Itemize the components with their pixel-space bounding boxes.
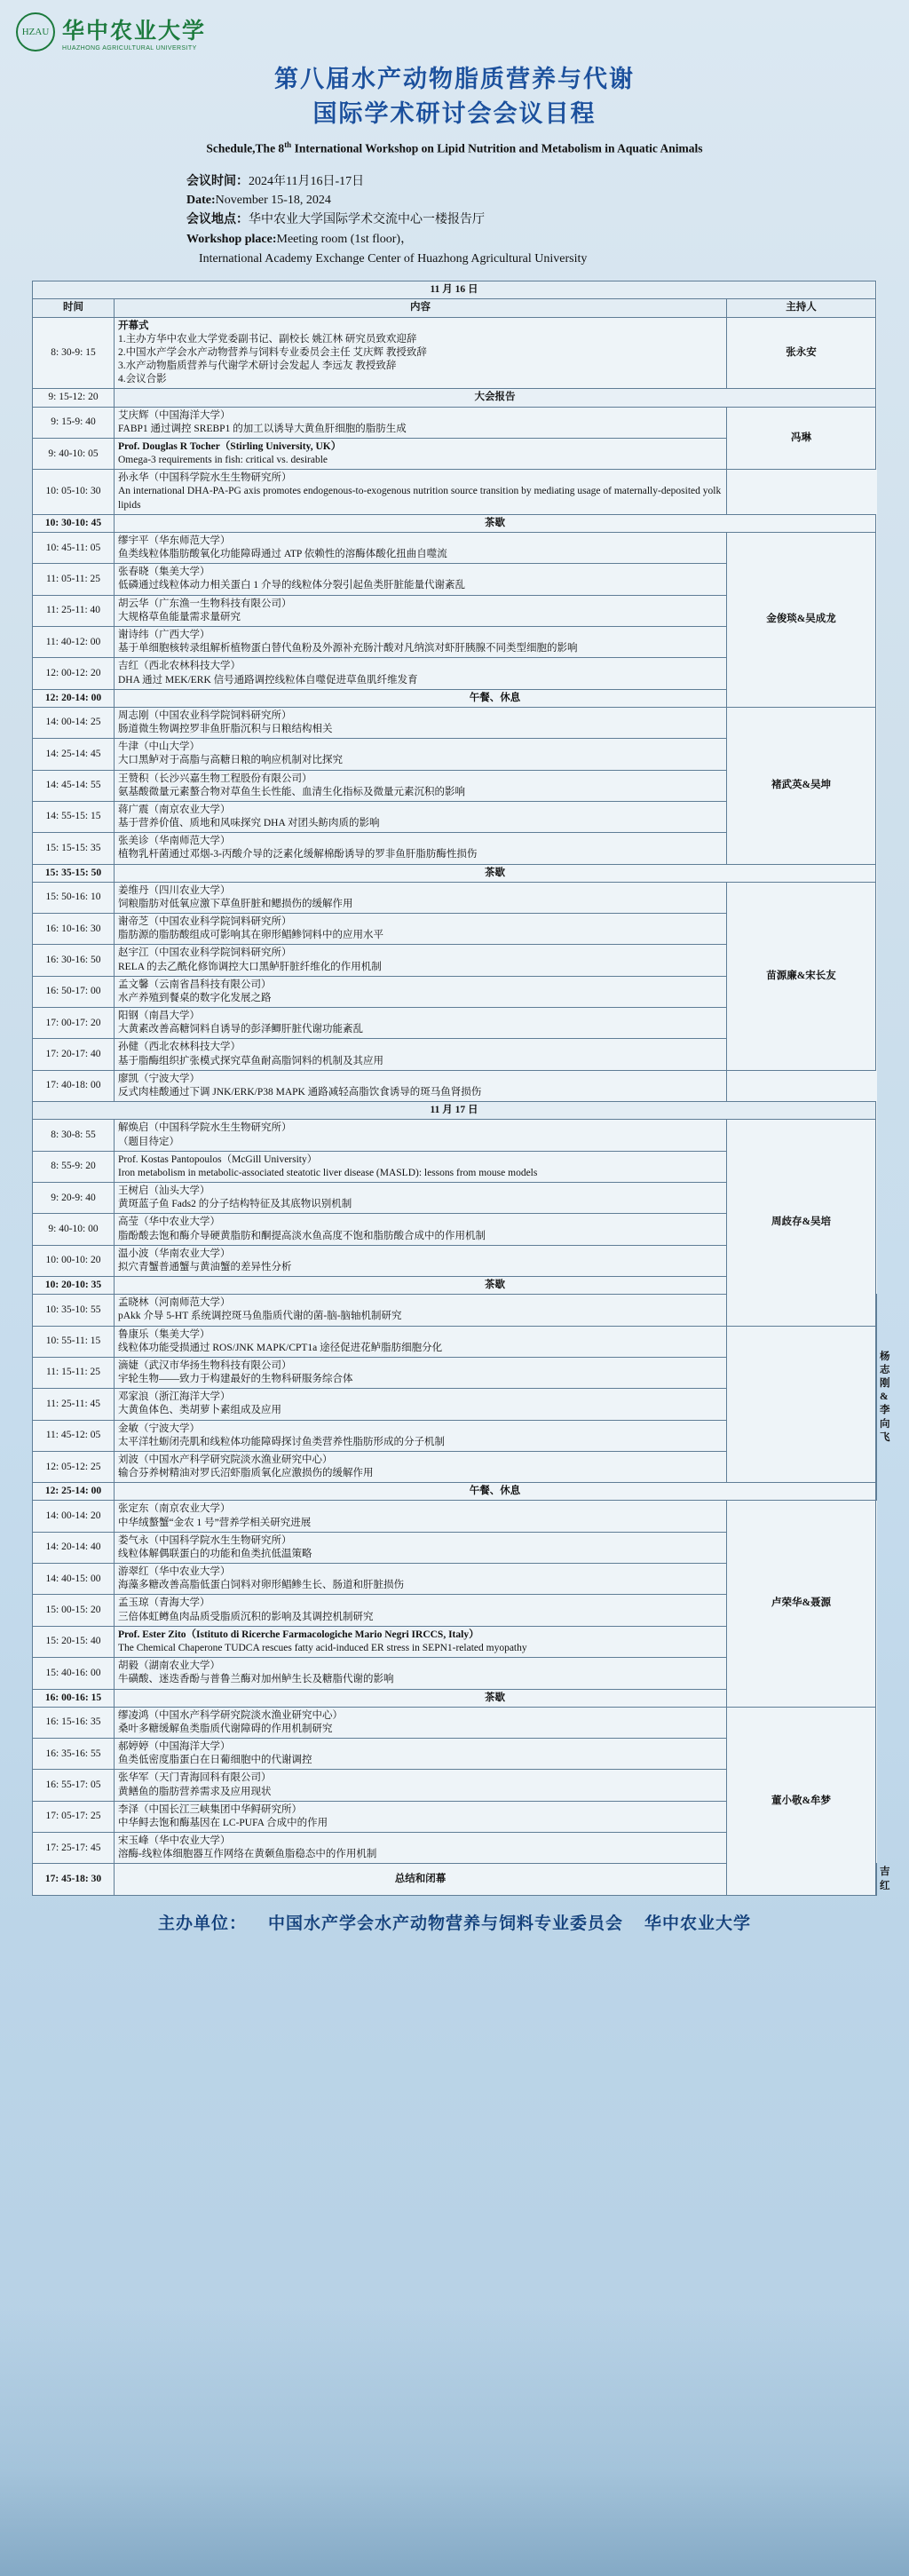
meta-value: International Academy Exchange Center of Huazhong Agricultural University	[199, 251, 588, 266]
poster-title-block	[0, 62, 909, 156]
talk-content	[115, 1707, 727, 1738]
talk-title: 肠道微生物调控罗非鱼肝脂沉积与日粮结构相关	[118, 724, 333, 735]
talk-speaker: 孟晓林（河南师范大学）	[118, 1297, 231, 1309]
talk-speaker: Prof. Kostas Pantopoulos（McGill University）	[118, 1153, 318, 1165]
talk-speaker: 蒋广震（南京农业大学）	[118, 804, 231, 815]
talk-time: 8: 30-8: 55	[33, 1120, 115, 1151]
talk-content	[115, 1833, 727, 1864]
talk-row	[33, 532, 877, 563]
break-label: 茶歇	[115, 864, 876, 882]
footer-organizers	[0, 1910, 909, 1957]
talk-content	[115, 1245, 727, 1276]
talk-time: 9: 40-10: 05	[33, 438, 115, 469]
talk-time: 10: 55-11: 15	[33, 1326, 115, 1357]
talk-speaker: 张春晓（集美大学）	[118, 567, 210, 578]
talk-row	[33, 407, 877, 438]
talk-content	[115, 1070, 727, 1101]
talk-title: 溶酶-线粒体细胞器互作网络在黄颡鱼脂稳态中的作用机制	[118, 1849, 377, 1860]
footer-org-2: 华中农业大学	[644, 1914, 752, 1933]
talk-title: DHA 通过 MEK/ERK 信号通路调控线粒体自噬促进草鱼肌纤维发育	[118, 674, 418, 686]
talk-title: 线粒体解偶联蛋白的功能和鱼类抗低温策略	[118, 1548, 312, 1559]
talk-title: 饲粮脂肪对低氧应激下草鱼肝脏和鳃损伤的缓解作用	[118, 898, 353, 909]
talk-content	[115, 658, 727, 689]
talk-speaker: 张美诊（华南师范大学）	[118, 836, 231, 847]
talk-time: 12: 00-12: 20	[33, 658, 115, 689]
talk-speaker: 滴婕（武汉市华扬生物科技有限公司）	[118, 1359, 292, 1371]
university-seal-icon: HZAU	[16, 12, 55, 52]
logo-chinese-name: 华中农业大学	[62, 19, 207, 44]
talk-row	[33, 1451, 877, 1482]
talk-title: pAkk 介导 5-HT 系统调控斑马鱼脂质代谢的菌-脑-脑轴机制研究	[118, 1311, 402, 1322]
title-english	[0, 140, 909, 156]
ceremony-title: 开幕式	[118, 320, 149, 331]
talk-time: 11: 40-12: 00	[33, 627, 115, 658]
talk-speaker: 缪宇平（华东师范大学）	[118, 535, 231, 546]
meta-label: Date:	[186, 194, 216, 208]
meta-value: Meeting room (1st floor)，	[276, 232, 414, 246]
talk-speaker: 谢诗纬（广西大学）	[118, 630, 210, 640]
break-label: 午餐、休息	[115, 689, 876, 707]
talk-time: 16: 15-16: 35	[33, 1707, 115, 1738]
talk-speaker: 孙永华（中国科学院水生生物研究所）	[118, 472, 292, 484]
talk-title: 黄斑蓝子鱼 Fads2 的分子结构特征及其底物识别机制	[118, 1199, 352, 1210]
talk-speaker: 孙健（西北农林科技大学）	[118, 1042, 241, 1053]
title-english-pre: Schedule,The 8	[206, 141, 285, 155]
talk-time: 14: 00-14: 20	[33, 1501, 115, 1532]
talk-speaker: 张定东（南京农业大学）	[118, 1503, 231, 1515]
talk-time: 17: 00-17: 20	[33, 1008, 115, 1039]
talk-time: 11: 45-12: 05	[33, 1420, 115, 1451]
talk-content	[115, 564, 727, 595]
talk-time: 17: 20-17: 40	[33, 1039, 115, 1070]
talk-speaker: 刘波（中国水产科学研究院淡水渔业研究中心）	[118, 1454, 333, 1465]
talk-title: 中华绒螯蟹“金农 1 号”营养学相关研究进展	[118, 1517, 312, 1528]
meta-block	[186, 172, 909, 268]
break-row	[33, 514, 877, 532]
talk-title: 桑叶多糖缓解鱼类脂质代谢障碍的作用机制研究	[118, 1723, 333, 1734]
talk-content	[115, 1326, 727, 1357]
talk-content	[115, 1770, 727, 1801]
background-gradient	[0, 2310, 909, 2576]
talk-title: 脂肪源的脂肪酸组成可影响其在卵形鲳鲹饲料中的应用水平	[118, 930, 383, 941]
talk-speaker: 赵宇江（中国农业科学院饲料研究所）	[118, 947, 292, 959]
ceremony-content	[115, 317, 727, 389]
talk-speaker: 游翠红（华中农业大学）	[118, 1566, 231, 1578]
talk-time: 11: 25-11: 40	[33, 595, 115, 626]
break-time: 12: 20-14: 00	[33, 689, 115, 707]
talk-speaker: Prof. Ester Zito（Istituto di Ricerche Farmacologiche Mario Negri IRCCS, Italy）	[118, 1629, 479, 1640]
day-header-row	[33, 281, 877, 299]
talk-content	[115, 1151, 727, 1182]
talk-row	[33, 1420, 877, 1451]
talk-content	[115, 770, 727, 801]
talk-row	[33, 1357, 877, 1388]
talk-content	[115, 1658, 727, 1689]
talk-title: 鱼类线粒体脂肪酸氧化功能障碍通过 ATP 依赖性的溶酶体酸化扭曲自噬流	[118, 549, 447, 560]
talk-content	[115, 1564, 727, 1595]
ceremony-line: 2.中国水产学会水产动物营养与饲料专业委员会主任 艾庆辉 教授致辞	[118, 346, 427, 358]
talk-content	[115, 1008, 727, 1039]
session-chair: 卢荣华&聂源	[727, 1501, 876, 1707]
talk-time: 15: 15-15: 35	[33, 833, 115, 864]
talk-speaker: 王树启（汕头大学）	[118, 1185, 210, 1197]
column-header-host: 主持人	[727, 299, 876, 317]
session-header-row	[33, 389, 877, 407]
talk-content	[115, 833, 727, 864]
talk-title: 大黄鱼体色、类胡萝卜素组成及应用	[118, 1405, 281, 1416]
meta-label: 会议时间：	[186, 174, 249, 188]
talk-speaker: 胡云华（广东渔一生物科技有限公司）	[118, 598, 292, 609]
talk-row	[33, 707, 877, 738]
talk-speaker: 廖凯（宁波大学）	[118, 1073, 200, 1084]
talk-time: 17: 40-18: 00	[33, 1070, 115, 1101]
talk-title: 大黄素改善高糖饲料自诱导的彭泽鲫肝脏代谢功能紊乱	[118, 1024, 363, 1035]
closing-label: 总结和闭幕	[115, 1864, 727, 1895]
day-label: 11 月 16 日	[33, 281, 876, 299]
logo-english-name: HUAZHONG AGRICULTURAL UNIVERSITY	[62, 44, 197, 52]
ceremony-line: 4.会议合影	[118, 374, 167, 385]
break-label: 午餐、休息	[115, 1483, 876, 1501]
break-time: 10: 30-10: 45	[33, 514, 115, 532]
talk-time: 16: 55-17: 05	[33, 1770, 115, 1801]
talk-content	[115, 1357, 727, 1388]
session-chair: 周歧存&吴培	[727, 1120, 876, 1326]
talk-speaker: 高莹（华中农业大学）	[118, 1217, 220, 1228]
talk-title: 黄鳝鱼的脂肪营养需求及应用现状	[118, 1786, 272, 1797]
talk-content	[115, 1739, 727, 1770]
talk-title: Iron metabolism in metabolic-associated steatotic liver disease (MASLD): lessons from mouse models	[118, 1167, 538, 1178]
talk-speaker: 艾庆辉（中国海洋大学）	[118, 409, 231, 421]
session-chair: 金俊琰&吴成龙	[727, 532, 876, 707]
talk-time: 10: 00-10: 20	[33, 1245, 115, 1276]
talk-title: 大口黑鲈对于高脂与高糖日粮的响应机制对比探究	[118, 755, 343, 766]
title-line-2: 国际学术研讨会会议目程	[312, 100, 597, 128]
talk-content	[115, 1214, 727, 1245]
talk-content	[115, 1451, 727, 1482]
talk-speaker: 王赞积（长沙兴嘉生物工程股份有限公司）	[118, 773, 312, 784]
talk-speaker: 姜维丹（四川农业大学）	[118, 884, 231, 896]
meta-label: Workshop place:	[186, 232, 277, 246]
talk-title: （题目待定）	[118, 1136, 179, 1147]
title-line-1: 第八届水产动物脂质营养与代谢	[274, 66, 635, 92]
title-english-sup: th	[284, 140, 292, 150]
meta-value: 华中农业大学国际学术交流中心一楼报告厅	[249, 213, 485, 227]
talk-time: 9: 15-9: 40	[33, 407, 115, 438]
talk-content	[115, 801, 727, 832]
talk-time: 16: 10-16: 30	[33, 914, 115, 945]
university-logo	[16, 9, 238, 55]
talk-speaker: 邓家浪（浙江海洋大学）	[118, 1391, 231, 1403]
talk-time: 15: 00-15: 20	[33, 1595, 115, 1626]
talk-speaker: Prof. Douglas R Tocher（Stirling University, UK）	[118, 440, 342, 452]
meta-value: November 15-18, 2024	[215, 194, 331, 208]
talk-title: 输合芬养树精油对罗氏沼虾脂质氧化应激损伤的缓解作用	[118, 1468, 374, 1479]
talk-content	[115, 1420, 727, 1451]
talk-title: 基于单细胞核转录组解析植物蛋白替代鱼粉及外源补充肠汁酸对凡纳滨对虾肝胰腺不同类型细胞的影响	[118, 643, 578, 654]
talk-speaker: 温小波（华南农业大学）	[118, 1248, 231, 1259]
talk-speaker: 张华军（天门青海回科有限公司）	[118, 1772, 272, 1784]
talk-content	[115, 1501, 727, 1532]
talk-time: 15: 20-15: 40	[33, 1626, 115, 1657]
talk-time: 15: 40-16: 00	[33, 1658, 115, 1689]
footer-org-1: 中国水产学会水产动物营养与饲料专业委员会	[267, 1914, 623, 1933]
talk-speaker: 郝婷婷（中国海洋大学）	[118, 1741, 231, 1753]
talk-content	[115, 739, 727, 770]
talk-speaker: 谢帝芝（中国农业科学院饲料研究所）	[118, 916, 292, 928]
meta-label: 会议地点：	[186, 213, 249, 227]
session-chair: 褚武英&吴坤	[727, 707, 876, 864]
talk-content	[115, 945, 727, 976]
talk-title: 大规格草鱼能量需求量研究	[118, 611, 241, 622]
talk-content	[115, 595, 727, 626]
talk-title: 鱼类低密度脂蛋白在日葡细胞中的代谢调控	[118, 1755, 312, 1766]
talk-time: 11: 05-11: 25	[33, 564, 115, 595]
talk-title: The Chemical Chaperone TUDCA rescues fatty acid-induced ER stress in SEPN1-related myopathy	[118, 1643, 527, 1653]
talk-time: 11: 25-11: 45	[33, 1389, 115, 1420]
talk-time: 10: 35-10: 55	[33, 1295, 115, 1326]
talk-row	[33, 1501, 877, 1532]
ceremony-host: 张永安	[727, 317, 876, 389]
talk-content	[115, 532, 727, 563]
talk-content	[115, 1295, 727, 1326]
schedule-table	[32, 281, 890, 1896]
talk-title: 牛磺酸、迷迭香酚与普鲁兰酶对加州鲈生长及糖脂代谢的影响	[118, 1674, 394, 1685]
talk-content	[115, 1801, 727, 1832]
column-header-time: 时间	[33, 299, 115, 317]
talk-row	[33, 1389, 877, 1420]
talk-time: 11: 15-11: 25	[33, 1357, 115, 1388]
talk-title: 氨基酸微量元素螯合物对草鱼生长性能、血清生化指标及微量元素沉积的影响	[118, 786, 465, 797]
talk-content	[115, 438, 727, 469]
session-time: 9: 15-12: 20	[33, 389, 115, 407]
talk-speaker: 金敏（宁波大学）	[118, 1423, 200, 1434]
break-time: 10: 20-10: 35	[33, 1277, 115, 1295]
break-label: 茶歇	[115, 1689, 876, 1707]
talk-time: 10: 45-11: 05	[33, 532, 115, 563]
footer-label: 主办单位：	[157, 1914, 247, 1933]
talk-speaker: 吉红（西北农林科技大学）	[118, 661, 241, 672]
talk-time: 16: 35-16: 55	[33, 1739, 115, 1770]
talk-speaker: 孟文馨（云南省昌科技有限公司）	[118, 979, 272, 990]
day-label: 11 月 17 日	[33, 1102, 876, 1120]
talk-title: 植物乳杆菌通过邓烟-3-丙酸介导的泛素化缓解棉酚诱导的罗非鱼肝脂肪酶性损伤	[118, 849, 478, 860]
ceremony-time: 8: 30-9: 15	[33, 317, 115, 389]
talk-title: 水产养殖到餐桌的数字化发展之路	[118, 992, 272, 1003]
talk-time: 12: 05-12: 25	[33, 1451, 115, 1482]
meta-value: 2024年11月16日-17日	[249, 174, 365, 188]
talk-speaker: 胡毅（湖南农业大学）	[118, 1661, 220, 1672]
talk-title: 中华鲟去饱和酶基因在 LC-PUFA 合成中的作用	[118, 1817, 328, 1828]
day-header-row	[33, 1102, 877, 1120]
talk-speaker: 宋玉峰（华中农业大学）	[118, 1835, 231, 1847]
talk-row	[33, 882, 877, 913]
talk-content	[115, 1183, 727, 1214]
talk-time: 9: 20-9: 40	[33, 1183, 115, 1214]
talk-title: 反式肉桂酸通过下调 JNK/ERK/P38 MAPK 通路减轻高脂饮食诱导的斑马鱼肾损伤	[118, 1086, 482, 1098]
talk-time: 14: 40-15: 00	[33, 1564, 115, 1595]
talk-title: FABP1 通过调控 SREBP1 的加工以诱导大黄鱼肝细胞的脂肪生成	[118, 423, 407, 434]
talk-title: 脂酚酸去饱和酶介导硬黄脂肪和酮提高淡水鱼高度不饱和脂肪酸合成中的作用机制	[118, 1230, 486, 1241]
talk-title: 低磷通过线粒体动力相关蛋白 1 介导的线粒体分裂引起鱼类肝脏能量代谢紊乱	[118, 580, 465, 591]
talk-content	[115, 627, 727, 658]
talk-title: 基于脂酶组织扩张模式探究草鱼耐高脂饲料的机制及其应用	[118, 1055, 383, 1066]
talk-content	[115, 1626, 727, 1657]
talk-title: 基于营养价值、质地和风味探究 DHA 对团头鲂肉质的影响	[118, 818, 380, 829]
talk-title: 太平洋牡蛎闭壳肌和线粒体功能障碍探讨鱼类营养性脂肪形成的分子机制	[118, 1436, 445, 1447]
talk-speaker: 解焕启（中国科学院水生生物研究所）	[118, 1122, 292, 1134]
talk-time: 14: 25-14: 45	[33, 739, 115, 770]
session-chair: 苗源廉&宋长友	[727, 882, 876, 1070]
talk-speaker: 阳钢（南昌大学）	[118, 1011, 200, 1022]
session-chair: 冯琳	[727, 407, 876, 470]
talk-speaker: 周志刚（中国农业科学院饲料研究所）	[118, 709, 292, 721]
talk-content	[115, 407, 727, 438]
talk-title: An international DHA-PA-PG axis promotes endogenous-to-exogenous nutrition source transition by mediating usage of maternally-deposited yolk lipids	[118, 486, 722, 511]
break-time: 16: 00-16: 15	[33, 1689, 115, 1707]
talk-content	[115, 976, 727, 1007]
talk-title: RELA 的去乙酰化修饰调控大口黑鲈肝脏纤维化的作用机制	[118, 961, 382, 972]
column-header-content: 内容	[115, 299, 727, 317]
meta-row	[186, 191, 909, 210]
session-chair: 董小敬&牟梦	[727, 1707, 876, 1895]
talk-content	[115, 470, 727, 515]
talk-time: 10: 05-10: 30	[33, 470, 115, 515]
talk-content	[115, 1120, 727, 1151]
talk-time: 17: 25-17: 45	[33, 1833, 115, 1864]
talk-speaker: 鲁康乐（集美大学）	[118, 1328, 210, 1340]
break-row	[33, 1277, 877, 1295]
talk-row	[33, 1070, 877, 1101]
ceremony-row	[33, 317, 877, 389]
talk-title: 线粒体功能受损通过 ROS/JNK MAPK/CPT1a 途径促进花鲈脂肪细胞分化	[118, 1342, 443, 1353]
break-time: 12: 25-14: 00	[33, 1483, 115, 1501]
closing-time: 17: 45-18: 30	[33, 1864, 115, 1895]
talk-title: Omega-3 requirements in fish: critical vs. desirable	[118, 455, 328, 466]
session-chair: 杨志刚&李向飞	[876, 1295, 877, 1501]
talk-time: 14: 55-15: 15	[33, 801, 115, 832]
talk-speaker: 李泽（中国长江三峡集团中华鲟研究所）	[118, 1803, 302, 1815]
talk-time: 14: 20-14: 40	[33, 1532, 115, 1563]
talk-title: 宇轮生物——致力于构建最好的生物科研服务综合体	[118, 1374, 353, 1385]
break-row	[33, 1689, 877, 1707]
talk-speaker: 缪凌鸿（中国水产科学研究院淡水渔业研究中心）	[118, 1709, 343, 1721]
talk-content	[115, 1039, 727, 1070]
talk-time: 16: 50-17: 00	[33, 976, 115, 1007]
talk-content	[115, 707, 727, 738]
talk-speaker: 娄气永（中国科学院水生生物研究所）	[118, 1534, 292, 1546]
meta-row	[186, 210, 909, 230]
ceremony-line: 1.主办方华中农业大学党委副书记、副校长 姚江林 研究员致欢迎辞	[118, 333, 417, 345]
talk-title: 三倍体虹鳟鱼肉品质受脂质沉积的影响及其调控机制研究	[118, 1611, 374, 1622]
talk-content	[115, 914, 727, 945]
ceremony-line: 3.水产动物脂质营养与代谢学术研讨会发起人 李远友 教授致辞	[118, 361, 397, 372]
break-label: 茶歇	[115, 1277, 876, 1295]
talk-row	[33, 1707, 877, 1738]
break-row	[33, 864, 877, 882]
talk-time: 17: 05-17: 25	[33, 1801, 115, 1832]
meta-row	[186, 172, 909, 192]
talk-speaker: 孟玉琼（青海大学）	[118, 1597, 210, 1609]
talk-time: 9: 40-10: 00	[33, 1214, 115, 1245]
break-time: 15: 35-15: 50	[33, 864, 115, 882]
talk-content	[115, 882, 727, 913]
talk-time: 15: 50-16: 10	[33, 882, 115, 913]
meta-row	[186, 230, 909, 250]
break-row	[33, 1483, 877, 1501]
talk-content	[115, 1532, 727, 1563]
column-header-row	[33, 299, 877, 317]
talk-time: 14: 00-14: 25	[33, 707, 115, 738]
talk-title: 拟穴青蟹普通蟹与黄油蟹的差异性分析	[118, 1261, 292, 1272]
talk-content	[115, 1595, 727, 1626]
break-row	[33, 689, 877, 707]
talk-speaker: 牛津（中山大学）	[118, 741, 200, 753]
talk-time: 16: 30-16: 50	[33, 945, 115, 976]
talk-time: 14: 45-14: 55	[33, 770, 115, 801]
talk-row	[33, 1120, 877, 1151]
title-english-post: International Workshop on Lipid Nutrition and Metabolism in Aquatic Animals	[291, 141, 703, 155]
talk-row	[33, 470, 877, 515]
session-label: 大会报告	[115, 389, 876, 407]
talk-title: 海藻多糖改善高脂低蛋白饲料对卵形鲳鲹生长、肠道和肝脏损伤	[118, 1580, 404, 1591]
break-label: 茶歇	[115, 514, 876, 532]
closing-host: 吉红	[876, 1864, 877, 1895]
talk-content	[115, 1389, 727, 1420]
meta-row	[186, 250, 909, 269]
talk-time: 8: 55-9: 20	[33, 1151, 115, 1182]
talk-row	[33, 1326, 877, 1357]
